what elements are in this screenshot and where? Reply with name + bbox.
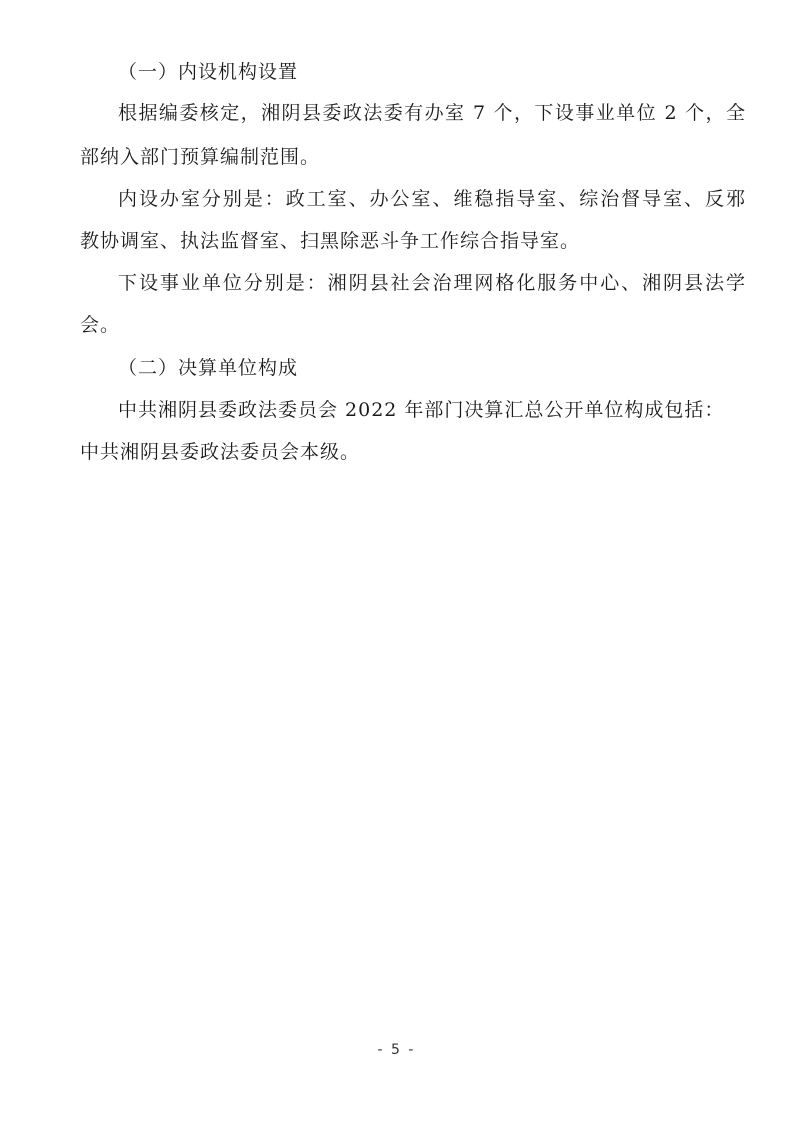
paragraph-staffing-line-2: 部纳入部门预算编制范围。: [80, 146, 321, 168]
paragraph-internal-offices-line-2: 教协调室、执法监督室、扫黑除恶斗争工作综合指导室。: [80, 230, 581, 252]
paragraph-unit-composition-line-2: 中共湘阴县委政法委员会本级。: [80, 441, 361, 463]
section-heading-internal-structure: （一）内设机构设置: [118, 61, 299, 83]
paragraph-affiliated-units-line-1: 下设事业单位分别是：湘阴县社会治理网格化服务中心、湘阴县法学: [118, 272, 746, 294]
page-number: - 5 -: [377, 1042, 416, 1058]
paragraph-staffing-line-1: 根据编委核定，湘阴县委政法委有办室 7 个，下设事业单位 2 个，全: [118, 102, 746, 124]
paragraph-internal-offices-line-1: 内设办室分别是：政工室、办公室、维稳指导室、综治督导室、反邪: [118, 188, 746, 210]
paragraph-affiliated-units-line-2: 会。: [80, 314, 121, 336]
section-heading-final-account-units: （二）决算单位构成: [118, 357, 299, 379]
paragraph-unit-composition-line-1: 中共湘阴县委政法委员会 2022 年部门决算汇总公开单位构成包括：: [118, 399, 725, 421]
